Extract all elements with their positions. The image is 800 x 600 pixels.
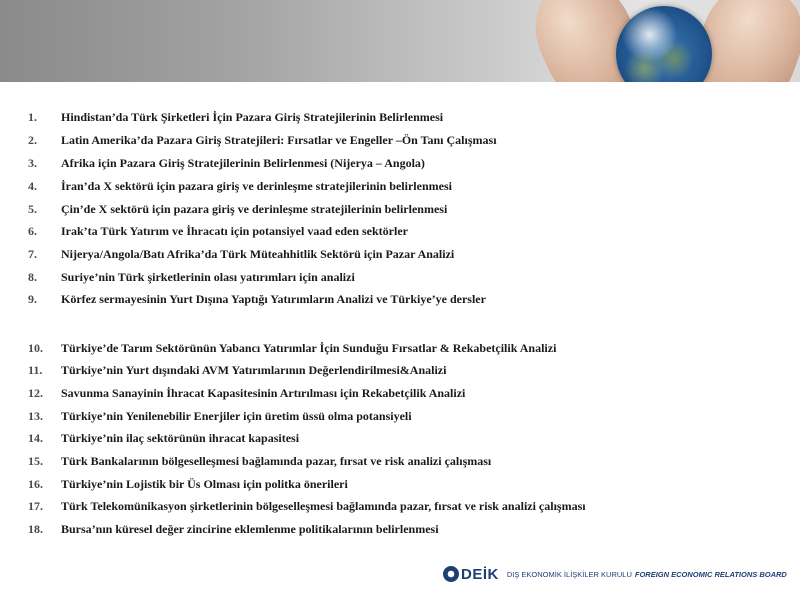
list-item	[28, 200, 447, 218]
item-text: Türk Telekomünikasyon şirketlerinin bölgeselleşmesi bağlamında pazar, fırsat ve risk analizi çalışması	[61, 499, 586, 513]
list-item	[28, 361, 446, 379]
item-number: 5.	[28, 202, 37, 216]
logo-text: DEİK	[461, 565, 499, 583]
org-name-tr: DIŞ EKONOMİK İLİŞKİLER KURULU	[506, 569, 632, 579]
item-text: Nijerya/Angola/Batı Afrika’da Türk Müteahhitlik Sektörü için Pazar Analizi	[61, 247, 455, 261]
item-text: Türkiye’nin Yurt dışındaki AVM Yatırımlarının Değerlendirilmesi&Analizi	[61, 363, 447, 377]
item-number: 12.	[28, 386, 43, 400]
list-item	[28, 520, 439, 538]
item-number: 8.	[28, 270, 37, 284]
list-item	[28, 290, 486, 308]
list-item	[28, 131, 497, 149]
item-text: Latin Amerika’da Pazara Giriş Stratejileri: Fırsatlar ve Engeller –Ön Tanı Çalışması	[61, 133, 497, 147]
list-item	[28, 108, 443, 126]
item-text: Çin’de X sektörü için pazara giriş ve derinleşme stratejilerinin belirlenmesi	[61, 202, 448, 216]
deik-logo	[443, 566, 499, 583]
item-text: İran’da X sektörü için pazara giriş ve derinleşme stratejilerinin belirlenmesi	[61, 179, 452, 193]
item-text: Suriye’nin Türk şirketlerinin olası yatırımları için analizi	[61, 270, 355, 284]
item-text: Afrika için Pazara Giriş Stratejilerinin Belirlenmesi (Nijerya – Angola)	[61, 156, 425, 170]
item-text: Türkiye’nin Yenilenebilir Enerjiler için üretim üssü olma potansiyeli	[61, 409, 412, 423]
list-item	[28, 407, 412, 425]
list-item	[28, 177, 452, 195]
item-text: Hindistan’da Türk Şirketleri İçin Pazara Giriş Stratejilerinin Belirlenmesi	[61, 110, 444, 124]
list-item	[28, 154, 425, 172]
item-number: 6.	[28, 224, 37, 238]
list-item	[28, 384, 465, 402]
item-number: 1.	[28, 110, 37, 124]
list-item	[28, 475, 348, 493]
item-number: 15.	[28, 454, 43, 468]
item-number: 16.	[28, 477, 43, 491]
item-number: 7.	[28, 247, 37, 261]
item-text: Irak’ta Türk Yatırım ve İhracatı için potansiyel vaad eden sektörler	[61, 224, 408, 238]
deik-logo-icon	[443, 566, 459, 582]
footer-branding	[443, 564, 788, 584]
list-item	[28, 339, 556, 357]
item-text: Körfez sermayesinin Yurt Dışına Yaptığı Yatırımların Analizi ve Türkiye’ye dersler	[61, 292, 486, 306]
item-text: Türkiye’nin Lojistik bir Üs Olması için politka önerileri	[61, 477, 348, 491]
item-number: 4.	[28, 179, 37, 193]
item-number: 9.	[28, 292, 37, 306]
list-item	[28, 452, 491, 470]
item-number: 14.	[28, 431, 43, 445]
item-number: 11.	[28, 363, 43, 377]
item-text: Savunma Sanayinin İhracat Kapasitesinin Artırılması için Rekabetçilik Analizi	[61, 386, 466, 400]
item-text: Bursa’nın küresel değer zincirine eklemlenme politikalarının belirlenmesi	[61, 522, 439, 536]
item-number: 3.	[28, 156, 37, 170]
item-number: 17.	[28, 499, 43, 513]
item-text: Türk Bankalarının bölgeselleşmesi bağlamında pazar, fırsat ve risk analizi çalışması	[61, 454, 492, 468]
item-number: 10.	[28, 341, 43, 355]
list-item	[28, 222, 408, 240]
list-item	[28, 268, 355, 286]
list-item	[28, 245, 454, 263]
item-number: 18.	[28, 522, 43, 536]
list-item	[28, 429, 299, 447]
list-item	[28, 497, 586, 515]
item-number: 13.	[28, 409, 43, 423]
item-text: Türkiye’nin ilaç sektörünün ihracat kapasitesi	[61, 431, 300, 445]
item-number: 2.	[28, 133, 37, 147]
org-name-en: FOREIGN ECONOMIC RELATIONS BOARD	[634, 569, 787, 579]
item-text: Türkiye’de Tarım Sektörünün Yabancı Yatırımlar İçin Sunduğu Fırsatlar & Rekabetçilik Analizi	[61, 341, 557, 355]
